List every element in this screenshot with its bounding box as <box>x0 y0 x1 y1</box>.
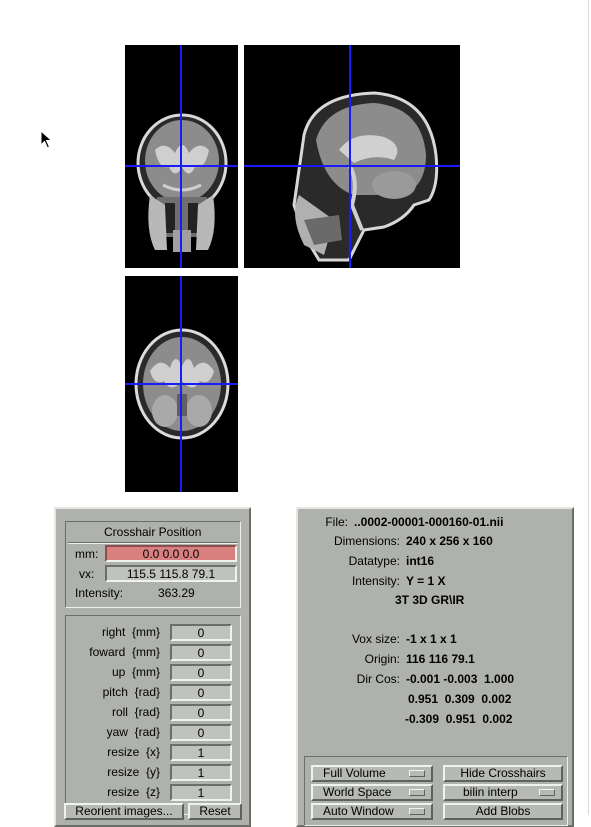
reset-button[interactable]: Reset <box>188 803 242 820</box>
transform-row-field[interactable]: 1 <box>170 764 232 781</box>
transform-row-label: up {mm} <box>111 665 160 679</box>
transform-row-label: pitch {rad} <box>102 685 160 699</box>
bilin-interp-menu[interactable] <box>443 784 563 801</box>
vox-size-key: Vox size: <box>351 632 400 646</box>
separator <box>68 542 238 544</box>
bilin-interp-label: bilin interp <box>463 785 518 799</box>
hide-crosshairs-button[interactable]: Hide Crosshairs <box>443 765 563 782</box>
dir-cos-key: Dir Cos: <box>356 672 400 686</box>
description-value: 3T 3D GR\IR <box>395 593 465 607</box>
intensity-value: 363.29 <box>158 586 195 600</box>
transform-row-field[interactable]: 0 <box>170 644 232 661</box>
crosshair-vertical <box>349 45 351 268</box>
datatype-key: Datatype: <box>348 554 400 568</box>
transform-row-label: yaw {rad} <box>106 725 160 739</box>
dir-cos-row-3: -0.309 0.951 0.002 <box>405 712 513 726</box>
crosshair-title: Crosshair Position <box>104 525 202 539</box>
transform-row-field[interactable]: 0 <box>170 704 232 721</box>
transform-row-label: resize {x} <box>107 745 160 759</box>
transform-row-label: foward {mm} <box>89 645 160 659</box>
vox-size-value: -1 x 1 x 1 <box>406 632 457 646</box>
intensity-label: Intensity: <box>75 586 124 600</box>
crosshair-horizontal <box>125 165 238 167</box>
reorient-images-button[interactable]: Reorient images... <box>64 803 184 820</box>
origin-value: 116 116 79.1 <box>406 652 475 666</box>
file-value: ..0002-00001-000160-01.nii <box>354 515 504 529</box>
transform-row-label: roll {rad} <box>111 705 160 719</box>
display-controls-group <box>304 756 568 826</box>
option-menu-indicator-icon <box>409 789 425 796</box>
transform-row-label: right {mm} <box>101 625 160 639</box>
mouse-pointer-icon <box>40 130 54 150</box>
dimensions-value: 240 x 256 x 160 <box>406 534 493 548</box>
transform-group <box>65 615 241 815</box>
transform-row-field[interactable]: 0 <box>170 664 232 681</box>
world-space-label: World Space <box>323 785 392 799</box>
option-menu-indicator-icon <box>409 770 425 777</box>
coronal-view[interactable] <box>125 45 238 268</box>
transform-row-field[interactable]: 0 <box>170 684 232 701</box>
window-edge <box>588 0 589 815</box>
intensity-value: Y = 1 X <box>406 574 446 588</box>
dir-cos-row-1: -0.001 -0.003 1.000 <box>406 672 515 686</box>
datatype-value: int16 <box>406 554 435 568</box>
transform-row-label: resize {y} <box>107 765 160 779</box>
intensity-key: Intensity: <box>351 574 400 588</box>
crosshair-horizontal <box>244 165 460 167</box>
vx-label: vx: <box>79 567 95 581</box>
transform-panel <box>54 507 251 827</box>
add-blobs-button[interactable]: Add Blobs <box>443 803 563 820</box>
full-volume-menu[interactable] <box>311 765 433 782</box>
axial-view[interactable] <box>125 276 238 492</box>
file-key: File: <box>325 515 348 529</box>
mm-field[interactable]: 0.0 0.0 0.0 <box>105 545 237 562</box>
dimensions-key: Dimensions: <box>333 534 400 548</box>
auto-window-menu[interactable] <box>311 803 433 820</box>
vx-field[interactable]: 115.5 115.8 79.1 <box>105 565 237 582</box>
transform-row-label: resize {z} <box>107 785 160 799</box>
option-menu-indicator-icon <box>539 789 555 796</box>
transform-row-field[interactable]: 0 <box>170 724 232 741</box>
transform-row-field[interactable]: 1 <box>170 744 232 761</box>
crosshair-vertical <box>180 45 182 268</box>
full-volume-label: Full Volume <box>323 766 386 780</box>
option-menu-indicator-icon <box>409 808 425 815</box>
origin-key: Origin: <box>364 652 400 666</box>
dir-cos-row-2: 0.951 0.309 0.002 <box>408 692 512 706</box>
crosshair-horizontal <box>125 383 238 385</box>
transform-row-field[interactable]: 1 <box>170 784 232 801</box>
image-info-panel <box>296 507 574 827</box>
mm-label: mm: <box>75 547 99 561</box>
world-space-menu[interactable] <box>311 784 433 801</box>
sagittal-view[interactable] <box>244 45 460 268</box>
transform-row-field[interactable]: 0 <box>170 624 232 641</box>
crosshair-position-group <box>65 521 241 608</box>
auto-window-label: Auto Window <box>323 804 394 818</box>
